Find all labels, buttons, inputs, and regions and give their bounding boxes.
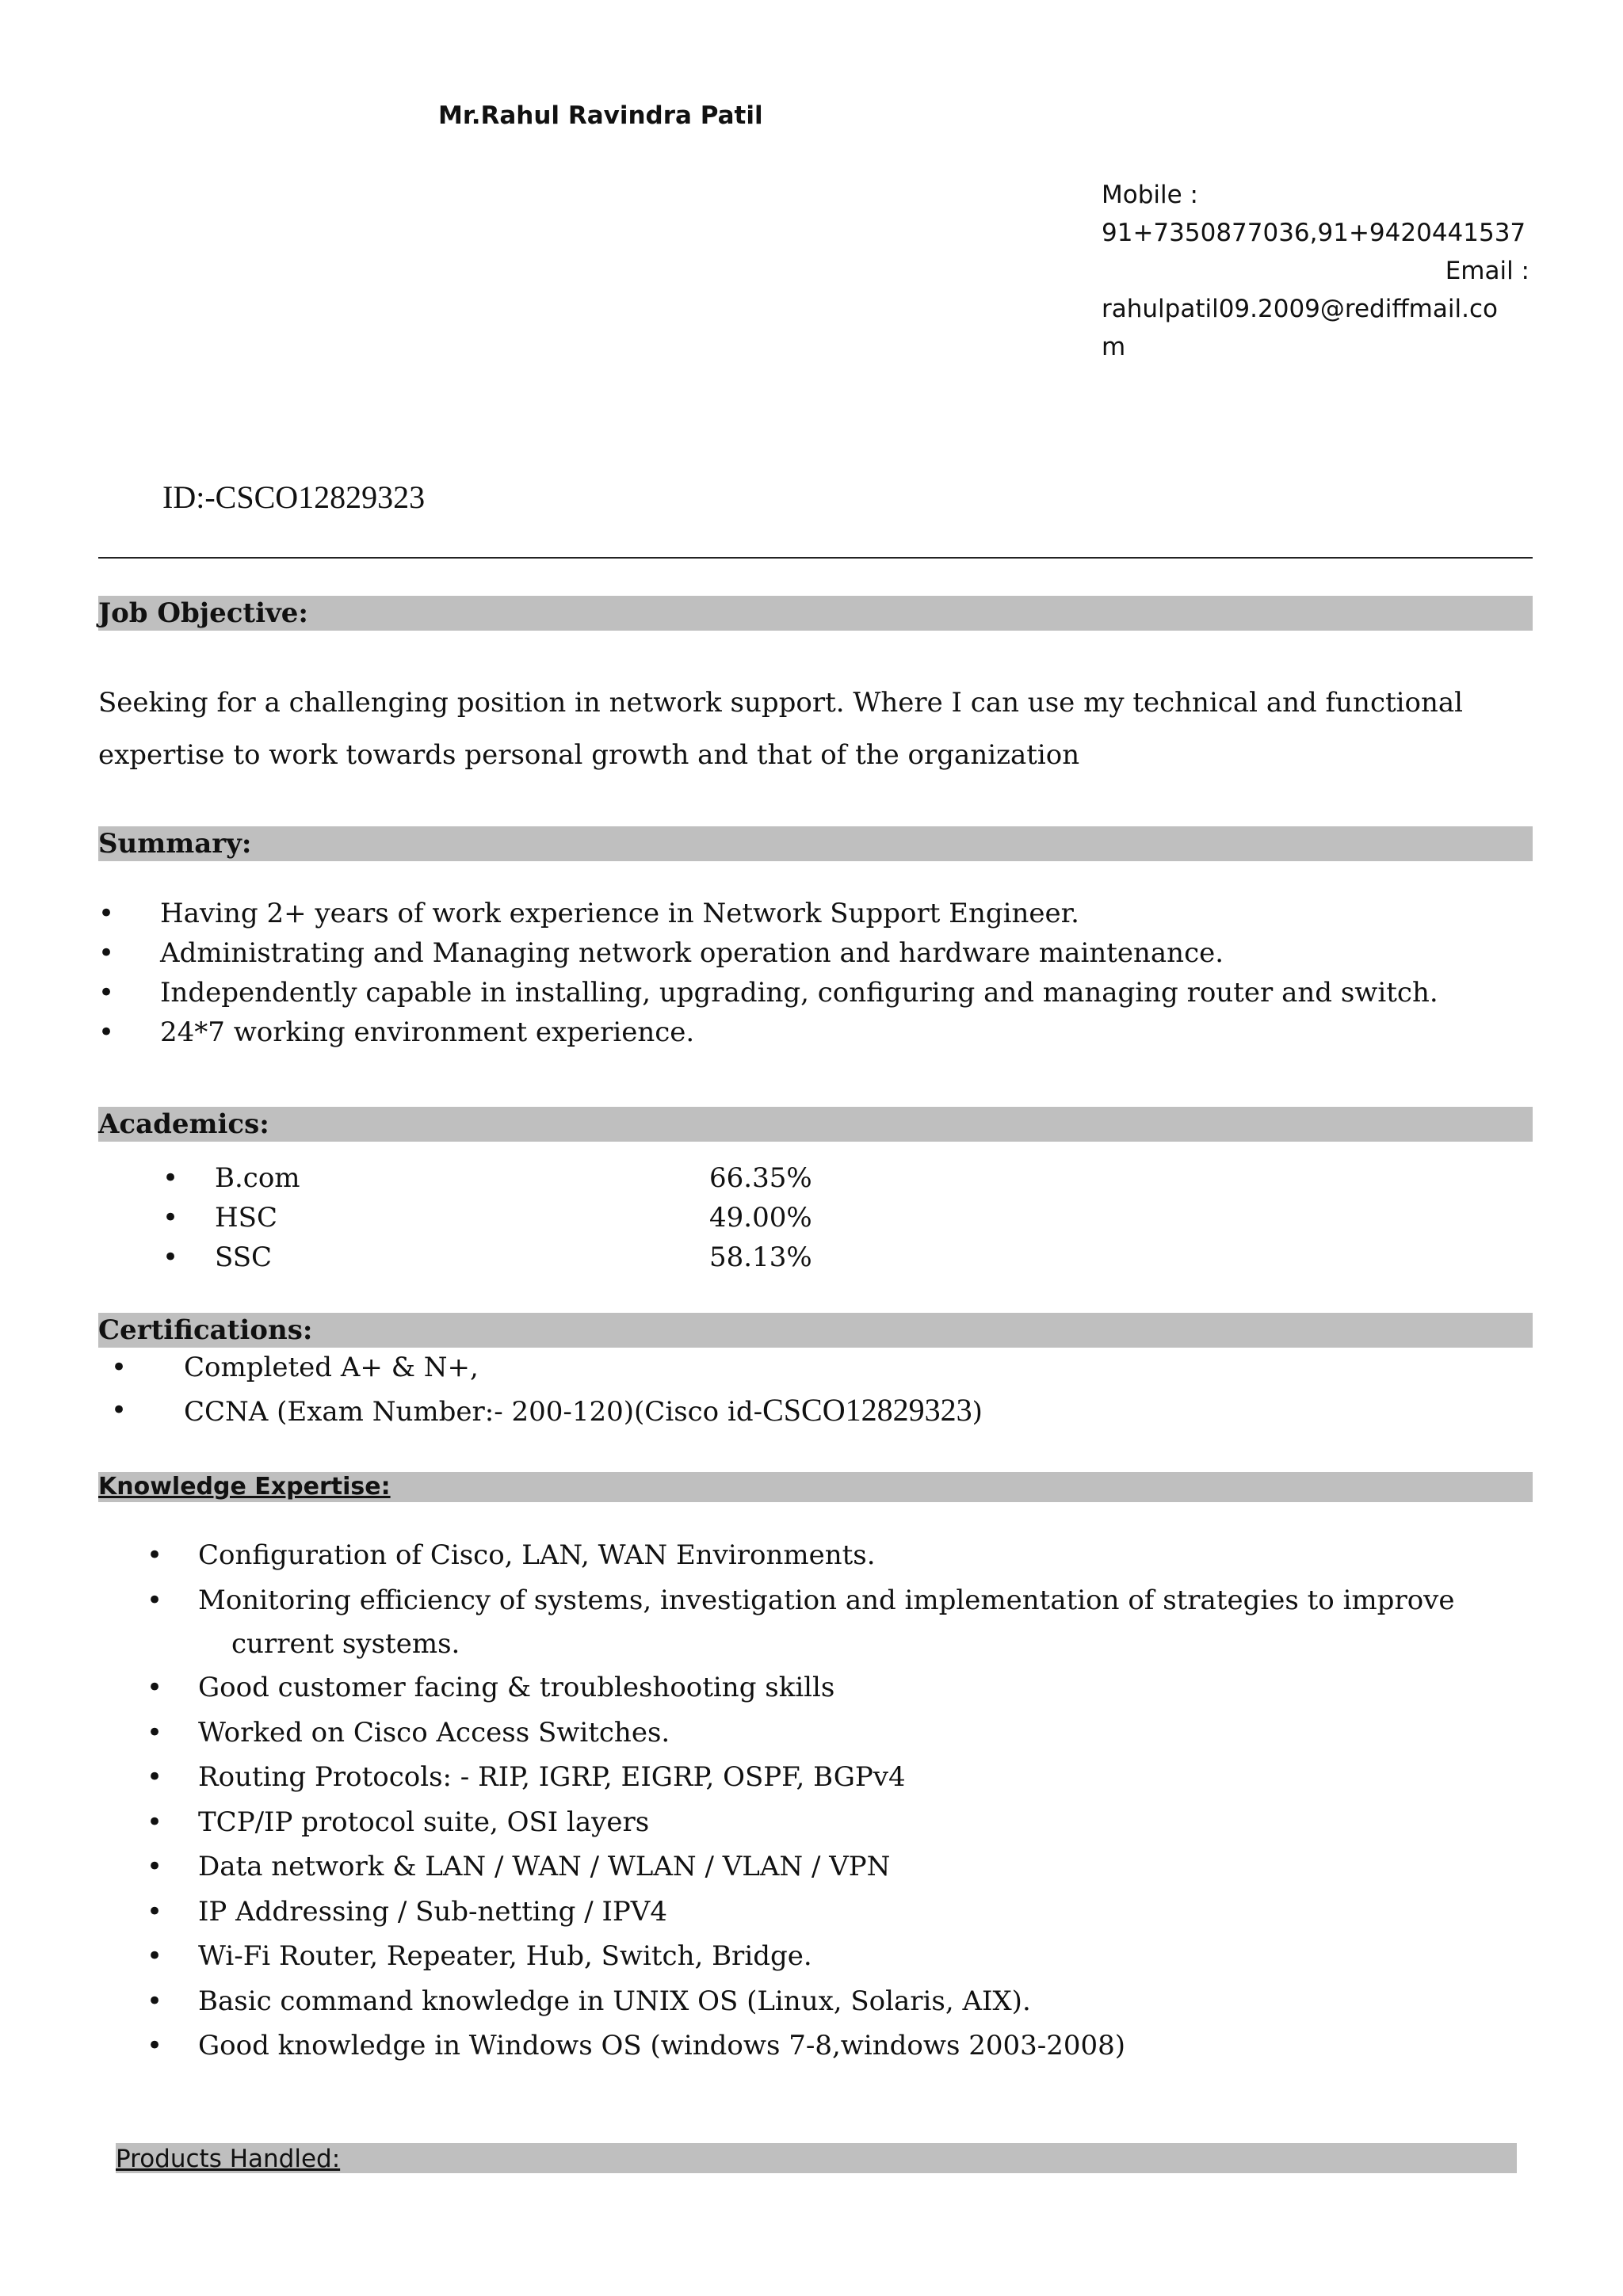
list-item	[98, 973, 1438, 1013]
knowledge-item: Monitoring efficiency of systems, investigation and implementation of strategies to improve	[198, 1584, 1455, 1616]
list-item	[147, 1934, 1506, 1979]
knowledge-item: Configuration of Cisco, LAN, WAN Environments.	[198, 1539, 876, 1571]
knowledge-item: Basic command knowledge in UNIX OS (Linux, Solaris, AIX).	[198, 1985, 1031, 2017]
bullet-icon: •	[111, 1394, 128, 1426]
bullet-icon: •	[98, 898, 115, 929]
list-item	[147, 1844, 1506, 1890]
summary-item: Having 2+ years of work experience in Network Support Engineer.	[160, 898, 1079, 929]
bullet-icon: •	[147, 1584, 163, 1616]
degree: B.com	[215, 1162, 300, 1194]
list-item	[98, 894, 1438, 933]
certifications-heading: Certifications:	[98, 1313, 1533, 1348]
bullet-icon: •	[147, 1895, 163, 1928]
list-item	[147, 1711, 1506, 1756]
knowledge-item: Routing Protocols: - RIP, IGRP, EIGRP, OSPF, BGPv4	[198, 1761, 906, 1793]
list-item	[98, 933, 1438, 973]
contact-block	[1102, 176, 1529, 366]
mobile-label: Mobile :	[1102, 181, 1198, 209]
list-item	[147, 1578, 1506, 1666]
knowledge-item: Good knowledge in Windows OS (windows 7-8,windows 2003-2008)	[198, 2030, 1126, 2061]
header-divider	[98, 557, 1533, 559]
bullet-icon: •	[147, 1985, 163, 2017]
knowledge-heading: Knowledge Expertise:	[98, 1472, 1533, 1502]
list-item	[111, 1347, 983, 1388]
bullet-icon: •	[147, 1761, 163, 1793]
summary-item: Administrating and Managing network operation and hardware maintenance.	[160, 937, 1224, 969]
summary-item: 24*7 working environment experience.	[160, 1016, 695, 1048]
list-item	[147, 2023, 1506, 2069]
email-value-line1: rahulpatil09.2009@rediffmail.co	[1102, 295, 1498, 323]
knowledge-item: Worked on Cisco Access Switches.	[198, 1716, 670, 1749]
bullet-icon: •	[147, 2030, 163, 2061]
bullet-icon: •	[147, 1539, 163, 1571]
bullet-icon: •	[147, 1806, 163, 1838]
bullet-icon: •	[111, 1352, 128, 1383]
list-item	[111, 1388, 983, 1434]
bullet-icon: •	[162, 1241, 179, 1273]
candidate-name: Mr.Rahul Ravindra Patil	[438, 101, 763, 130]
score: 58.13%	[709, 1241, 812, 1273]
bullet-icon: •	[147, 1940, 163, 1972]
bullet-icon: •	[147, 1672, 163, 1703]
email-value-line2: m	[1102, 333, 1126, 361]
bullet-icon: •	[162, 1162, 179, 1194]
list-item	[147, 1533, 1506, 1578]
bullet-icon: •	[162, 1202, 179, 1234]
certification-item-suffix: )	[972, 1396, 983, 1428]
knowledge-item: Data network & LAN / WAN / WLAN / VLAN / VPN	[198, 1851, 891, 1882]
list-item	[162, 1158, 928, 1198]
mobile-value: 91+7350877036,91+9420441537	[1102, 219, 1526, 247]
list-item	[162, 1238, 928, 1277]
list-item	[147, 1979, 1506, 2024]
email-label: Email :	[1445, 257, 1529, 285]
job-objective-text: Seeking for a challenging position in network support. Where I can use my technical and functional expertise to work towards personal growth and that of the organization	[98, 687, 1464, 771]
certification-item: Completed A+ & N+,	[184, 1352, 479, 1383]
knowledge-item: IP Addressing / Sub-netting / IPV4	[198, 1895, 667, 1928]
knowledge-item-continuation: current systems.	[231, 1628, 460, 1660]
knowledge-item: Good customer facing & troubleshooting skills	[198, 1672, 835, 1703]
list-item	[147, 1800, 1506, 1845]
academics-heading: Academics:	[98, 1107, 1533, 1142]
cisco-id: ID:-CSCO12829323	[162, 479, 426, 515]
list-item	[147, 1665, 1506, 1711]
summary-item: Independently capable in installing, upgrading, configuring and managing router and switch.	[160, 977, 1438, 1009]
summary-heading: Summary:	[98, 826, 1533, 861]
certification-item-prefix: CCNA (Exam Number:- 200-120)(Cisco id-	[184, 1396, 763, 1428]
bullet-icon: •	[147, 1716, 163, 1749]
degree: HSC	[215, 1202, 277, 1234]
bullet-icon: •	[98, 977, 115, 1009]
degree: SSC	[215, 1241, 273, 1273]
certifications-list	[111, 1347, 983, 1434]
academics-list	[162, 1158, 928, 1277]
knowledge-item: Wi-Fi Router, Repeater, Hub, Switch, Bridge.	[198, 1940, 812, 1972]
score: 49.00%	[709, 1202, 812, 1234]
list-item	[98, 1013, 1438, 1052]
knowledge-list	[147, 1533, 1506, 2069]
bullet-icon: •	[98, 1016, 115, 1048]
products-heading: Products Handled:	[116, 2143, 1517, 2173]
score: 66.35%	[709, 1162, 812, 1194]
summary-list	[98, 894, 1438, 1052]
bullet-icon: •	[98, 937, 115, 969]
list-item	[147, 1755, 1506, 1800]
knowledge-item: TCP/IP protocol suite, OSI layers	[198, 1806, 650, 1838]
job-objective-heading: Job Objective:	[98, 596, 1533, 631]
list-item	[147, 1890, 1506, 1935]
certification-id: CSCO12829323	[762, 1392, 972, 1428]
bullet-icon: •	[147, 1851, 163, 1882]
list-item	[162, 1198, 928, 1238]
